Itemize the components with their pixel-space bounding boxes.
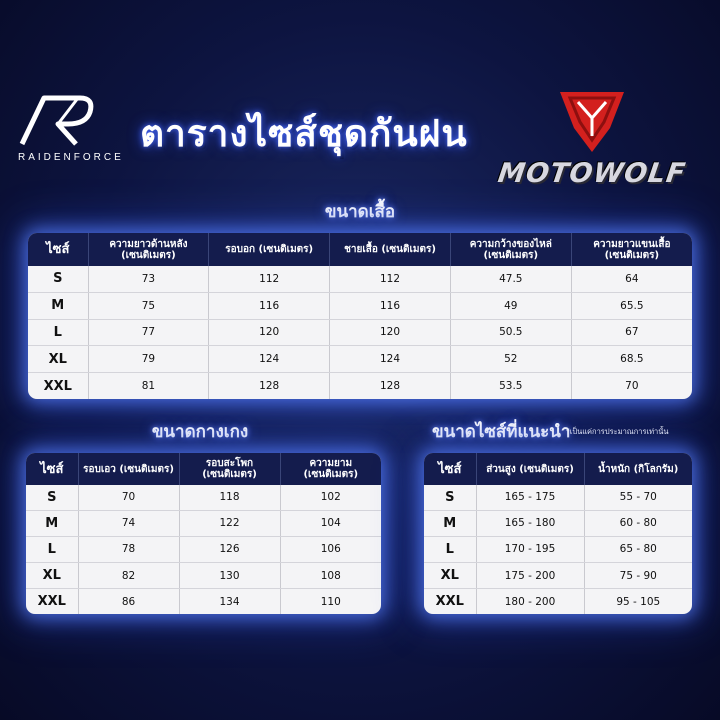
table-row xyxy=(424,563,692,589)
table-cell: 128 xyxy=(209,373,330,399)
recommend-header-weight: น้ำหนัก (กิโลกรัม) xyxy=(584,453,692,485)
table-cell: 102 xyxy=(280,485,381,510)
size-cell: XXL xyxy=(26,589,78,614)
size-cell: L xyxy=(28,319,88,346)
table-row xyxy=(424,510,692,536)
table-cell: 47.5 xyxy=(450,266,571,292)
motowolf-shield-icon xyxy=(492,88,692,154)
table-row xyxy=(26,589,381,614)
size-cell: M xyxy=(28,292,88,319)
table-cell: 82 xyxy=(78,563,179,589)
size-cell: M xyxy=(424,510,476,536)
table-cell: 77 xyxy=(88,319,209,346)
pants-header-row xyxy=(26,453,381,485)
table-cell: 122 xyxy=(179,510,280,536)
table-row xyxy=(28,373,692,399)
table-cell: 53.5 xyxy=(450,373,571,399)
table-cell: 108 xyxy=(280,563,381,589)
table-row xyxy=(28,346,692,373)
recommend-header-row xyxy=(424,453,692,485)
table-row xyxy=(26,485,381,510)
table-cell: 104 xyxy=(280,510,381,536)
table-cell: 75 - 90 xyxy=(584,563,692,589)
shirt-header-sleeve: ความยาวแขนเสื้อ (เซนติเมตร) xyxy=(571,233,692,266)
pants-header-waist: รอบเอว (เซนติเมตร) xyxy=(78,453,179,485)
table-cell: 73 xyxy=(88,266,209,292)
motowolf-logo xyxy=(492,88,692,189)
table-cell: 118 xyxy=(179,485,280,510)
recommend-header-height: ส่วนสูง (เซนติเมตร) xyxy=(476,453,584,485)
shirt-header-hem: ชายเสื้อ (เซนติเมตร) xyxy=(330,233,451,266)
shirt-header-chest: รอบอก (เซนติเมตร) xyxy=(209,233,330,266)
size-cell: S xyxy=(26,485,78,510)
table-cell: 55 - 70 xyxy=(584,485,692,510)
table-cell: 67 xyxy=(571,319,692,346)
table-cell: 180 - 200 xyxy=(476,589,584,614)
table-cell: 110 xyxy=(320,595,341,608)
pants-header-hip: รอบสะโพก (เซนติเมตร) xyxy=(179,453,280,485)
table-cell: 128 xyxy=(330,373,451,399)
size-cell: XXL xyxy=(28,373,88,399)
table-cell: 126 xyxy=(179,536,280,562)
table-cell: 112 xyxy=(330,266,451,292)
table-cell: 165 - 180 xyxy=(476,510,584,536)
table-cell: 130 xyxy=(179,563,280,589)
table-row xyxy=(26,563,381,589)
shirt-header-back-length: ความยาวด้านหลัง (เซนติเมตร) xyxy=(88,233,209,266)
pants-header-length: ความยาม (เซนติเมตร) xyxy=(280,453,381,485)
pants-size-table xyxy=(26,453,381,614)
table-cell: 70 xyxy=(78,485,179,510)
raidenforce-logo xyxy=(18,92,124,163)
recommend-size-table xyxy=(424,453,692,614)
table-cell: 112 xyxy=(209,266,330,292)
table-cell: 50.5 xyxy=(450,319,571,346)
size-cell: S xyxy=(424,485,476,510)
table-row xyxy=(424,485,692,510)
size-cell: XL xyxy=(28,346,88,373)
size-cell: XL xyxy=(424,563,476,589)
recommend-note: *เป็นแค่การประมาณการเท่านั้น xyxy=(566,427,669,436)
table-row xyxy=(26,536,381,562)
table-cell: 116 xyxy=(209,292,330,319)
table-cell: 79 xyxy=(88,346,209,373)
size-cell: M xyxy=(26,510,78,536)
shirt-header-size: ไซส์ xyxy=(28,233,88,266)
table-row xyxy=(424,589,692,614)
table-cell: 124 xyxy=(209,346,330,373)
recommend-section-label: ขนาดไซส์ที่แนะนำ xyxy=(432,422,571,442)
shirt-header-shoulder: ความกว้างของไหล่ (เซนติเมตร) xyxy=(450,233,571,266)
shirt-size-table xyxy=(28,233,692,399)
table-cell: 165 - 175 xyxy=(476,485,584,510)
table-cell: 170 - 195 xyxy=(476,536,584,562)
table-cell: 70 xyxy=(625,380,639,393)
table-cell: 52 xyxy=(450,346,571,373)
table-row xyxy=(28,292,692,319)
table-cell: 116 xyxy=(330,292,451,319)
table-cell: 75 xyxy=(88,292,209,319)
recommend-header-size: ไซส์ xyxy=(424,453,476,485)
shirt-section-label: ขนาดเสื้อ xyxy=(324,202,396,222)
table-cell: 78 xyxy=(78,536,179,562)
table-cell: 74 xyxy=(78,510,179,536)
table-cell: 64 xyxy=(571,266,692,292)
size-cell: L xyxy=(424,536,476,562)
motowolf-wordmark: MOTOWOLF xyxy=(496,158,688,189)
table-cell: 120 xyxy=(209,319,330,346)
page-title: ตารางไซส์ชุดกันฝน xyxy=(140,112,468,155)
raidenforce-wordmark: RAIDENFORCE xyxy=(18,152,124,163)
shirt-header-row xyxy=(28,233,692,266)
table-cell: 95 - 105 xyxy=(616,595,661,608)
table-cell: 175 - 200 xyxy=(476,563,584,589)
table-cell: 68.5 xyxy=(571,346,692,373)
raidenforce-r-icon xyxy=(18,92,98,148)
table-cell: 49 xyxy=(450,292,571,319)
table-cell: 65 - 80 xyxy=(584,536,692,562)
table-row xyxy=(28,319,692,346)
table-cell: 134 xyxy=(179,589,280,614)
table-cell: 60 - 80 xyxy=(584,510,692,536)
size-cell: L xyxy=(26,536,78,562)
size-cell: S xyxy=(28,266,88,292)
table-cell: 81 xyxy=(88,373,209,399)
pants-header-size: ไซส์ xyxy=(26,453,78,485)
size-cell: XL xyxy=(26,563,78,589)
table-cell: 124 xyxy=(330,346,451,373)
size-cell: XXL xyxy=(424,589,476,614)
table-cell: 65.5 xyxy=(571,292,692,319)
pants-section-label: ขนาดกางเกง xyxy=(151,422,249,442)
table-row xyxy=(28,266,692,292)
table-cell: 106 xyxy=(280,536,381,562)
table-cell: 86 xyxy=(78,589,179,614)
table-row xyxy=(26,510,381,536)
table-row xyxy=(424,536,692,562)
table-cell: 120 xyxy=(330,319,451,346)
